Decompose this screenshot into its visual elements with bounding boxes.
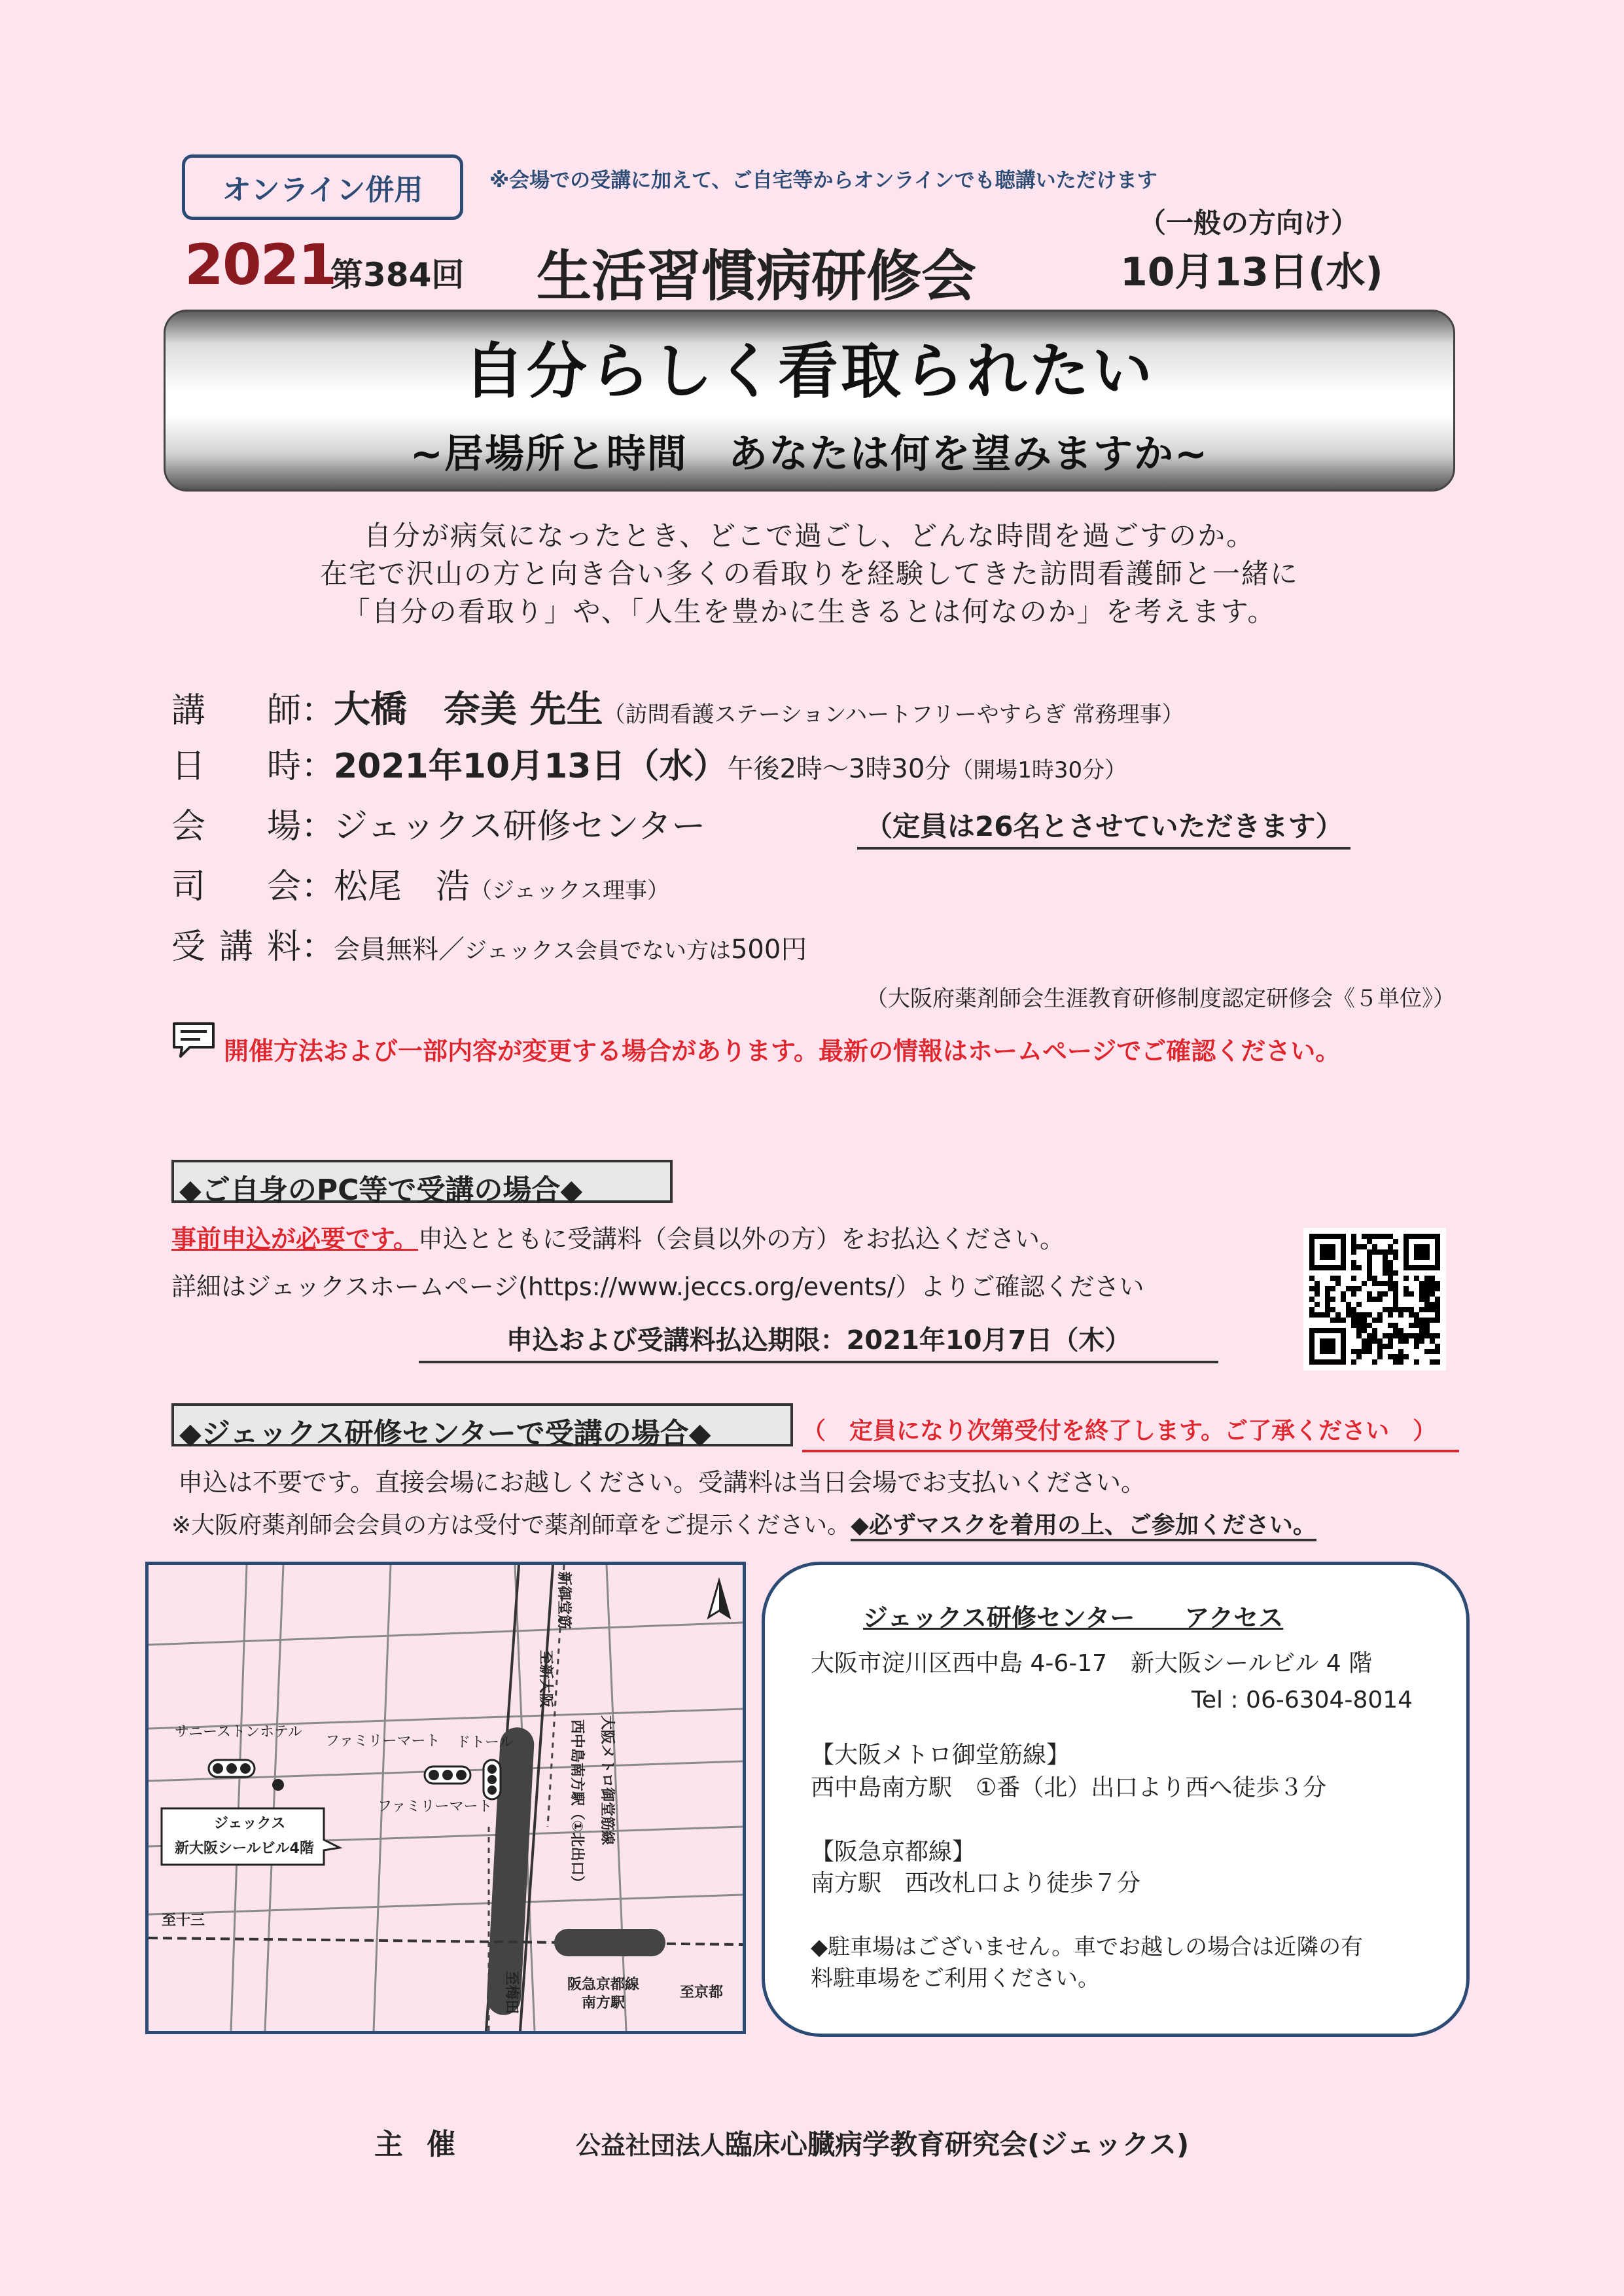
access-hankyu-header: 【阪急京都線】	[811, 1839, 976, 1865]
banner-main-title: 自分らしく看取られたい	[463, 336, 1155, 406]
hankyu-station-shape	[554, 1929, 665, 1956]
sponsor-label: 主催	[374, 2128, 479, 2161]
map-label-jeccs-building: 新大阪シールビル4階	[175, 1840, 314, 1857]
pc-section-header: ◆ご自身のPC等で受講の場合◆	[171, 1160, 673, 1203]
mc-name: 松尾 浩	[334, 867, 470, 906]
access-map	[145, 1562, 746, 2034]
title-banner	[164, 310, 1455, 492]
map-streets	[149, 1565, 743, 2031]
map-label-hankyu-station: 南方駅	[582, 1995, 626, 2011]
certification-note: （大阪府薬剤師会生涯教育研修制度認定研修会《５単位》）	[866, 986, 1455, 1012]
pc-section-line1	[171, 1219, 1065, 1255]
access-parking-line2: 料駐車場をご利用ください。	[811, 1965, 1100, 1992]
datetime-open: （開場1時30分）	[951, 757, 1127, 783]
online-badge-label: オンライン併用	[222, 173, 423, 207]
access-address: 大阪市淀川区西中島 4-6-17 新大阪シールビル 4 階	[811, 1650, 1373, 1677]
map-label-doutor: ドトール	[456, 1734, 514, 1751]
info-row-datetime: 日時：2021年10月13日（水）午後2時～3時30分（開場1時30分）	[171, 738, 1127, 787]
speech-bubble-icon	[170, 1021, 217, 1060]
pc-section-line2: 詳細はジェックスホームページ(https://www.jeccs.org/events/）よりご確認ください	[171, 1272, 1144, 1301]
fee-label: 受講料	[171, 927, 301, 967]
change-notice: 開催方法および一部内容が変更する場合があります。最新の情報はホームページでご確認ください。	[224, 1037, 1341, 1066]
access-tel: Tel : 06-6304-8014	[1192, 1687, 1413, 1713]
map-label-juso: 至十三	[162, 1912, 205, 1929]
datetime-label: 日時	[171, 747, 301, 786]
access-hankyu-detail: 南方駅 西改札口より徒歩７分	[811, 1870, 1141, 1897]
map-label-road: 新御堂筋	[556, 1571, 572, 1630]
intro-text	[164, 517, 1455, 631]
access-title: ジェックス研修センター アクセス	[863, 1604, 1284, 1632]
qr-code-icon[interactable]	[1303, 1228, 1446, 1371]
header-audience: （一般の方向け）	[1139, 207, 1359, 239]
venue-capacity-note: （ 定員になり次第受付を終了します。ご了承ください ）	[802, 1412, 1459, 1452]
map-label-umeda: 至梅田	[503, 1971, 520, 2015]
info-row-venue: 会場：ジェックス研修センター	[171, 798, 705, 848]
signal-icon	[425, 1767, 470, 1784]
mc-label: 司会	[171, 867, 301, 906]
header-date: 10月13日(水)	[1120, 249, 1383, 295]
lecturer-label: 講師	[171, 691, 301, 730]
lecturer-affiliation: （訪問看護ステーションハートフリーやすらぎ 常務理事）	[603, 702, 1184, 728]
header-session-number: 第384回	[330, 256, 465, 294]
info-row-fee: 受講料：会員無料／ジェックス会員でない方は500円	[171, 919, 807, 968]
mask-notice: ◆必ずマスクを着用の上、ご参加ください。	[851, 1512, 1316, 1541]
venue-section-header: ◆ジェックス研修センターで受講の場合◆	[171, 1403, 793, 1446]
venue-name: ジェックス研修センター	[334, 807, 706, 846]
signal-icon	[484, 1760, 501, 1799]
map-label-hankyu: 阪急京都線	[567, 1977, 640, 1993]
sponsor-prefix: 公益社団法人	[576, 2131, 726, 2160]
venue-pharmacist-note: ※大阪府薬剤師会会員の方は受付で薬剤師章をご提示ください。	[171, 1512, 851, 1539]
page-title: 生活習慣病研修会	[537, 244, 977, 308]
access-metro-header: 【大阪メトロ御堂筋線】	[811, 1742, 1070, 1768]
datetime-date: 2021年10月13日（水）	[334, 747, 728, 786]
map-label-hotel: サニーストンホテル	[175, 1724, 302, 1740]
sponsor-organization	[576, 2123, 1189, 2162]
access-parking-line1: ◆駐車場はございません。車でお越しの場合は近隣の有	[811, 1934, 1364, 1960]
fee-nonmember: ジェックス会員でない方は	[465, 938, 731, 964]
mc-affiliation: （ジェックス理事）	[470, 878, 669, 904]
venue-section-line2	[171, 1507, 1316, 1540]
map-label-jeccs: ジェックス	[214, 1816, 286, 1832]
fee-main: 会員無料／	[334, 935, 465, 965]
sponsor-name: 臨床心臓病学教育研究会(ジェックス)	[725, 2128, 1190, 2161]
pc-deadline: 申込および受講料払込期限：2021年10月7日（木）	[419, 1319, 1218, 1363]
info-row-lecturer: 講師：大橋 奈美 先生（訪問看護ステーションハートフリーやすらぎ 常務理事）	[171, 681, 1184, 733]
intro-line: 自分が病気になったとき、どこで過ごし、どんな時間を過ごすのか。	[363, 520, 1256, 552]
banner-subtitle: ~居場所と時間 あなたは何を望みますか~	[410, 431, 1209, 477]
venue-section-line1: 申込は不要です。直接会場にお越しください。受講料は当日会場でお支払いください。	[178, 1468, 1146, 1497]
capacity-note: （定員は26名とさせていただきます）	[857, 805, 1350, 850]
fee-amount: 500円	[730, 935, 807, 965]
header-year: 2021	[185, 232, 336, 298]
info-row-mc: 司会：松尾 浩（ジェックス理事）	[171, 859, 669, 908]
online-note: ※会場での受講に加えて、ご自宅等からオンラインでも聴講いただけます	[489, 169, 1157, 192]
map-label-metro-line: 大阪メトロ御堂筋線	[599, 1715, 615, 1846]
map-label-famima2: ファミリーマート	[378, 1799, 493, 1815]
map-label-metro-station: 西中島南方駅（①北出口）	[569, 1719, 585, 1890]
jeccs-location-marker	[272, 1779, 284, 1791]
access-box	[762, 1562, 1470, 2037]
map-label-famima1: ファミリーマート	[325, 1733, 440, 1749]
pc-line1-text: 申込とともに受講料（会員以外の方）をお払込ください。	[417, 1225, 1065, 1253]
datetime-time: 午後2時～3時30分	[727, 754, 951, 784]
access-metro-detail: 西中島南方駅 ①番（北）出口より西へ徒歩３分	[811, 1774, 1327, 1801]
venue-label: 会場	[171, 807, 301, 846]
map-label-shin-osaka: 至新大阪	[537, 1650, 554, 1708]
map-label-kyoto: 至京都	[680, 1984, 724, 2001]
signal-icon	[209, 1760, 255, 1777]
lecturer-name: 大橋 奈美 先生	[334, 689, 603, 731]
pc-required-note: 事前申込が必要です。	[171, 1225, 418, 1253]
online-badge	[182, 154, 463, 220]
intro-line: 在宅で沢山の方と向き合い多くの看取りを経験してきた訪問看護師と一緒に	[319, 558, 1299, 590]
intro-line: 「自分の看取り」や、「人生を豊かに生きるとは何なのか」を考えます。	[342, 596, 1277, 628]
north-arrow-icon	[709, 1581, 730, 1617]
